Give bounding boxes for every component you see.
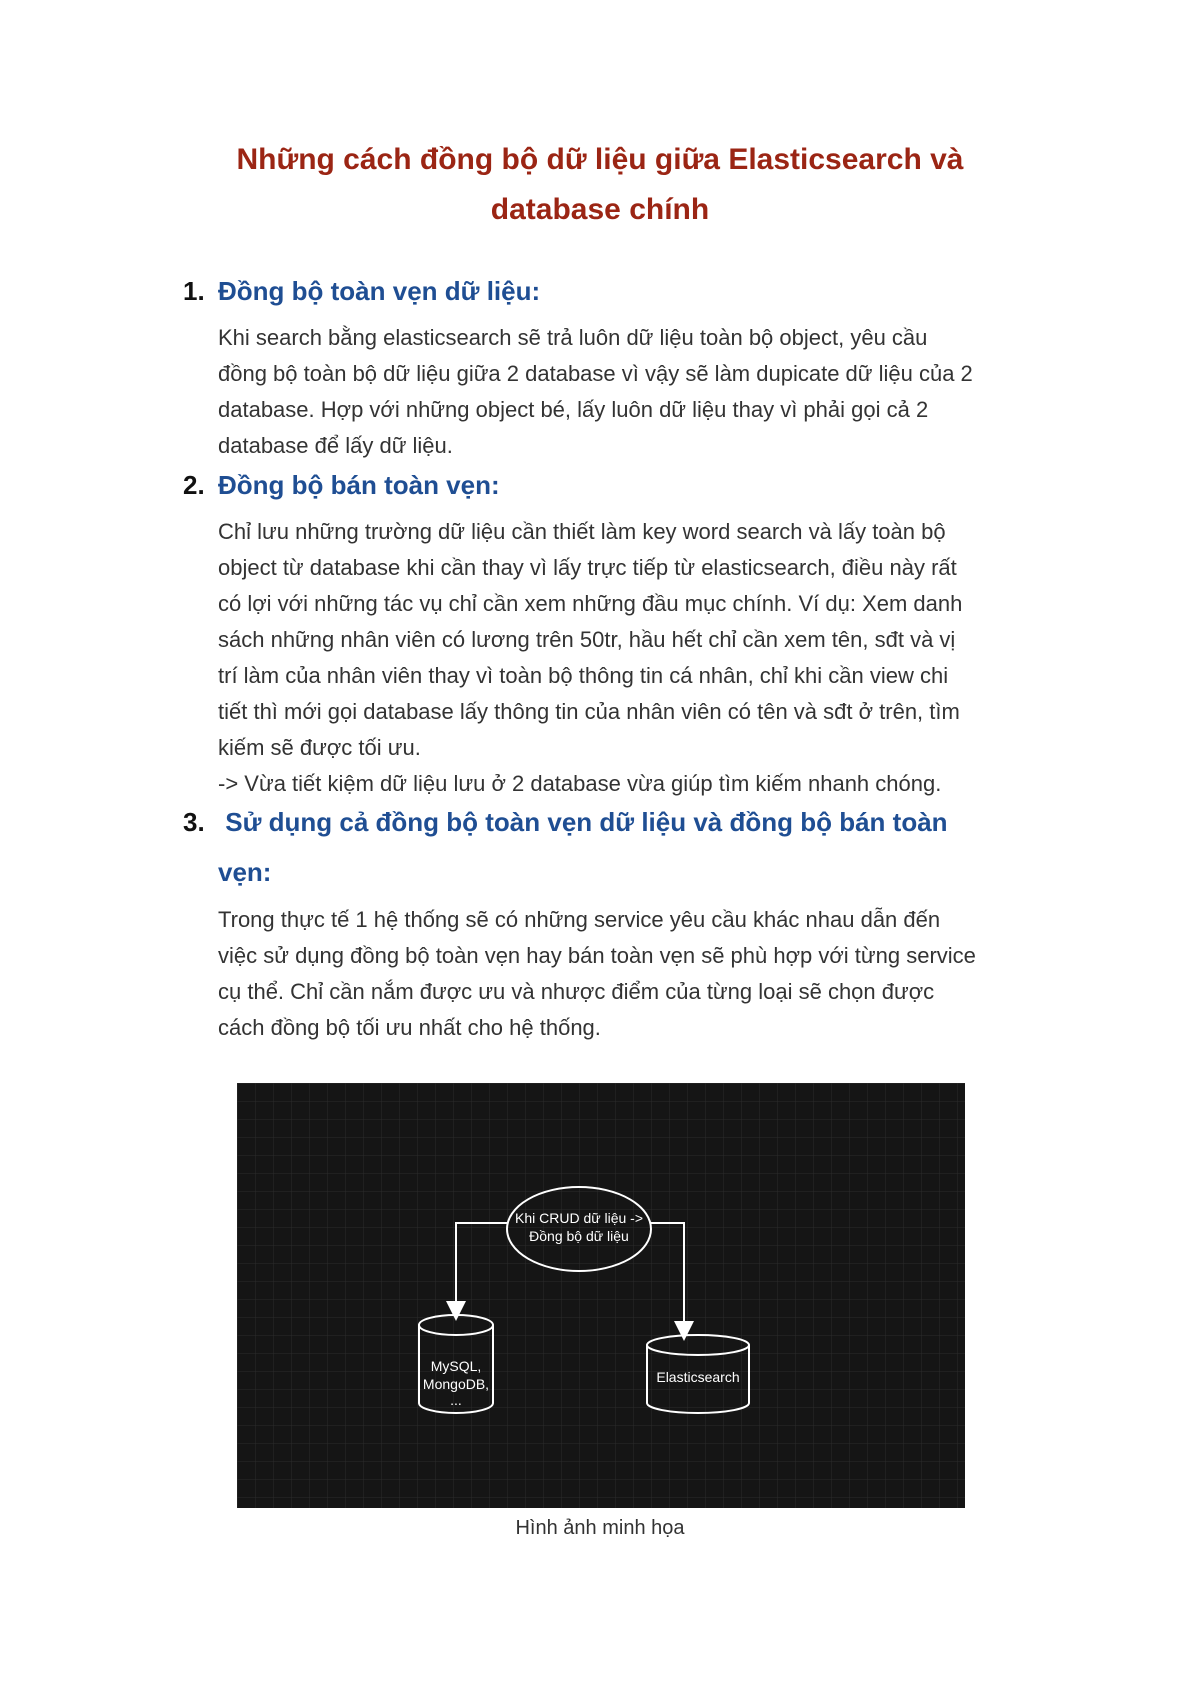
section-3-title-line-2: vẹn:: [218, 857, 272, 887]
paragraph-line: sách những nhân viên có lương trên 50tr, hầu hết chỉ cần xem tên, sđt và vị: [218, 627, 956, 652]
paragraph-line: đồng bộ toàn bộ dữ liệu giữa 2 database vì vậy sẽ làm dupicate dữ liệu của 2: [218, 361, 973, 386]
title-line-1: Những cách đồng bộ dữ liệu giữa Elasticsearch và: [236, 143, 964, 176]
ellipse-label-line-2: Đồng bộ dữ liệu: [529, 1228, 629, 1244]
paragraph-line: Trong thực tế 1 hệ thống sẽ có những service yêu cầu khác nhau dẫn đến: [218, 907, 941, 932]
paragraph-line: -> Vừa tiết kiệm dữ liệu lưu ở 2 database vừa giúp tìm kiếm nhanh chóng.: [218, 771, 942, 796]
section-1-body: [218, 320, 973, 464]
section-1-title: Đồng bộ toàn vẹn dữ liệu:: [218, 276, 541, 306]
sync-diagram: [237, 1083, 965, 1508]
paragraph-line: cách đồng bộ tối ưu nhất cho hệ thống.: [218, 1015, 601, 1040]
section-1-number: 1.: [183, 276, 205, 306]
paragraph-line: có lợi với những tác vụ chỉ cần xem những đầu mục chính. Ví dụ: Xem danh: [218, 591, 963, 616]
section-3-body: [218, 902, 976, 1046]
paragraph-line: việc sử dụng đồng bộ toàn vẹn hay bán toàn vẹn sẽ phù hợp với từng service: [218, 943, 976, 968]
figure-caption: Hình ảnh minh họa: [515, 1517, 685, 1539]
database-label-line-3: ...: [450, 1392, 462, 1408]
ellipse-label-line-1: Khi CRUD dữ liệu ->: [514, 1210, 644, 1226]
section-2-body: [218, 514, 962, 802]
title-line-2: database chính: [490, 193, 710, 226]
paragraph-line: database. Hợp với những object bé, lấy luôn dữ liệu thay vì phải gọi cả 2: [218, 397, 929, 422]
paragraph-line: Khi search bằng elasticsearch sẽ trả luôn dữ liệu toàn bộ object, yêu cầu: [218, 325, 928, 350]
paragraph-line: object từ database khi cần thay vì lấy trực tiếp từ elasticsearch, điều này rất: [218, 555, 957, 580]
section-2-title: Đồng bộ bán toàn vẹn:: [218, 470, 500, 500]
section-3-title-line-1: Sử dụng cả đồng bộ toàn vẹn dữ liệu và đồng bộ bán toàn: [218, 807, 948, 837]
section-3-number: 3.: [183, 807, 205, 837]
paragraph-line: trí làm của nhân viên thay vì toàn bộ thông tin cá nhân, chỉ khi cần view chi: [218, 663, 949, 688]
section-2-number: 2.: [183, 470, 205, 500]
paragraph-line: cụ thể. Chỉ cần nắm được ưu và nhược điểm của từng loại sẽ chọn được: [218, 979, 935, 1004]
paragraph-line: tiết thì mới gọi database lấy thông tin của nhân viên có tên và sđt ở trên, tìm: [218, 699, 960, 724]
elasticsearch-label: Elasticsearch: [656, 1369, 740, 1385]
database-label-line-1: MySQL,: [430, 1358, 482, 1374]
database-label-line-2: MongoDB,: [422, 1376, 490, 1392]
paragraph-line: kiếm sẽ được tối ưu.: [218, 735, 421, 760]
paragraph-line: database để lấy dữ liệu.: [218, 433, 453, 458]
diagram-grid: [237, 1083, 965, 1508]
paragraph-line: Chỉ lưu những trường dữ liệu cần thiết làm key word search và lấy toàn bộ: [218, 519, 946, 544]
